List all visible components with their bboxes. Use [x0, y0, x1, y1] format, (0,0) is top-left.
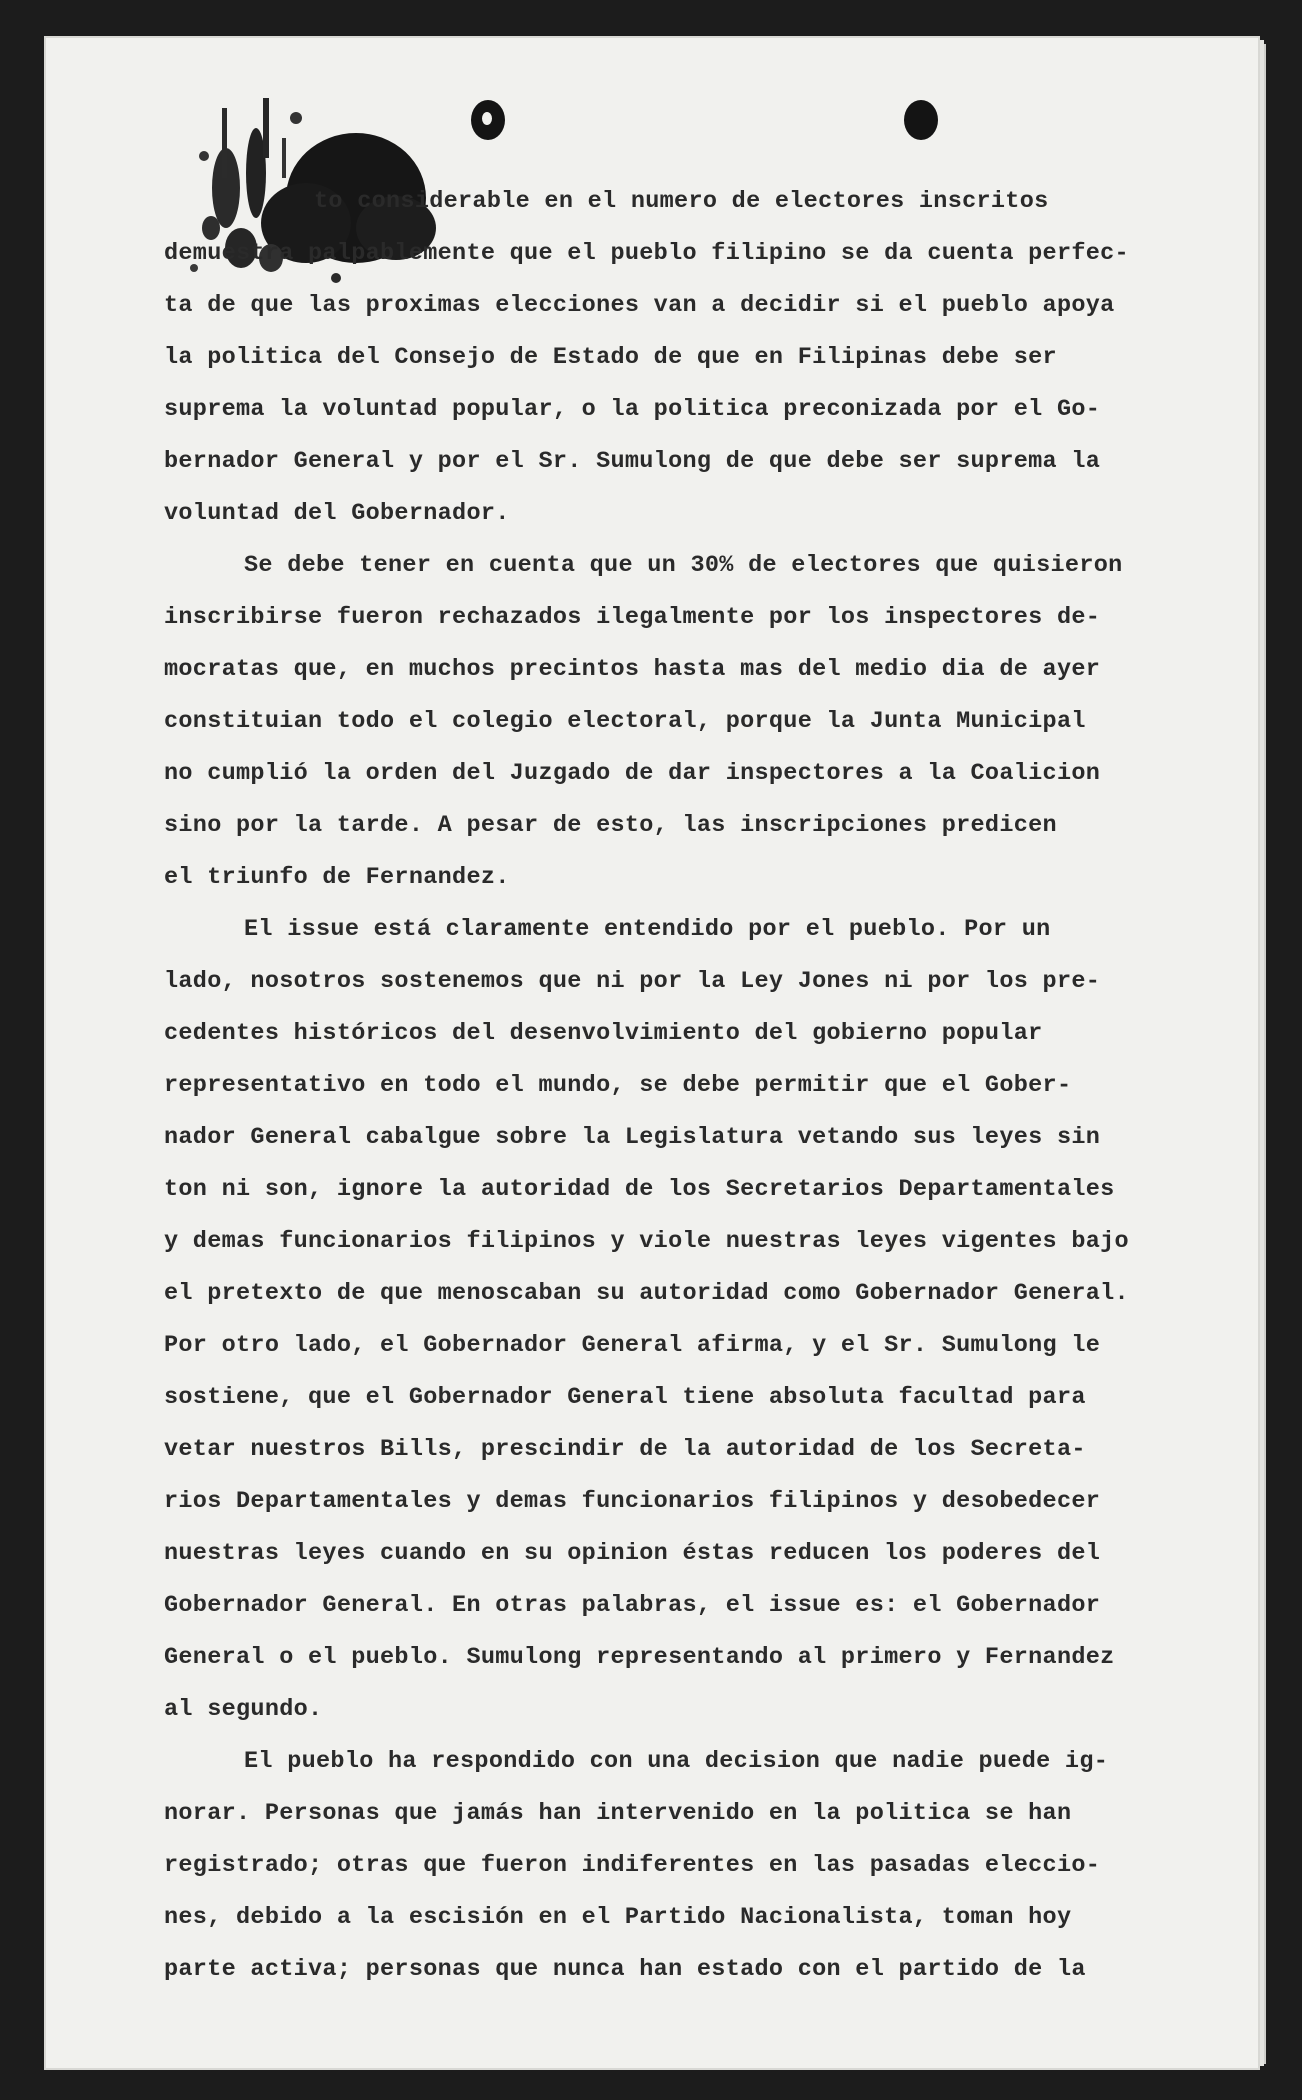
text-line: el triunfo de Fernandez.: [164, 864, 510, 891]
text-line: la politica del Consejo de Estado de que en Filipinas debe ser: [164, 344, 1057, 371]
text-line: registrado; otras que fueron indiferentes en las pasadas eleccio-: [164, 1852, 1101, 1879]
text-line: nador General cabalgue sobre la Legislatura vetando sus leyes sin: [164, 1124, 1101, 1151]
text-line: El issue está claramente entendido por el pueblo. Por un: [244, 916, 1051, 943]
text-line: demuestra palpablemente que el pueblo filipino se da cuenta perfec-: [164, 240, 1129, 267]
text-line: parte activa; personas que nunca han estado con el partido de la: [164, 1956, 1086, 1983]
page-edge: [1258, 44, 1266, 2064]
text-line: suprema la voluntad popular, o la politica preconizada por el Go-: [164, 396, 1101, 423]
text-line: Se debe tener en cuenta que un 30% de electores que quisieron: [244, 552, 1123, 579]
text-line: al segundo.: [164, 1696, 323, 1723]
text-line: bernador General y por el Sr. Sumulong de que debe ser suprema la: [164, 448, 1101, 475]
text-line: Por otro lado, el Gobernador General afirma, y el Sr. Sumulong le: [164, 1332, 1101, 1359]
text-line: voluntad del Gobernador.: [164, 500, 510, 527]
text-line: sino por la tarde. A pesar de esto, las inscripciones predicen: [164, 812, 1057, 839]
text-line: to considerable en el numero de electores inscritos: [314, 188, 1049, 215]
punch-hole-right: [904, 100, 938, 140]
text-line: Gobernador General. En otras palabras, el issue es: el Gobernador: [164, 1592, 1101, 1619]
text-line: ton ni son, ignore la autoridad de los Secretarios Departamentales: [164, 1176, 1115, 1203]
text-line: norar. Personas que jamás han intervenido en la politica se han: [164, 1800, 1072, 1827]
text-line: vetar nuestros Bills, prescindir de la autoridad de los Secreta-: [164, 1436, 1086, 1463]
document-body: [164, 176, 1244, 1996]
text-line: constituian todo el colegio electoral, porque la Junta Municipal: [164, 708, 1086, 735]
text-line: el pretexto de que menoscaban su autoridad como Gobernador General.: [164, 1280, 1129, 1307]
text-line: rios Departamentales y demas funcionarios filipinos y desobedecer: [164, 1488, 1101, 1515]
text-line: ta de que las proximas elecciones van a decidir si el pueblo apoya: [164, 292, 1115, 319]
typewritten-page: [46, 38, 1258, 2068]
text-line: cedentes históricos del desenvolvimiento del gobierno popular: [164, 1020, 1043, 1047]
text-line: General o el pueblo. Sumulong representando al primero y Fernandez: [164, 1644, 1115, 1671]
text-line: mocratas que, en muchos precintos hasta mas del medio dia de ayer: [164, 656, 1101, 683]
text-line: no cumplió la orden del Juzgado de dar inspectores a la Coalicion: [164, 760, 1101, 787]
text-line: inscribirse fueron rechazados ilegalmente por los inspectores de-: [164, 604, 1101, 631]
text-line: nuestras leyes cuando en su opinion éstas reducen los poderes del: [164, 1540, 1101, 1567]
text-line: nes, debido a la escisión en el Partido Nacionalista, toman hoy: [164, 1904, 1072, 1931]
text-line: y demas funcionarios filipinos y viole nuestras leyes vigentes bajo: [164, 1228, 1129, 1255]
text-line: El pueblo ha respondido con una decision que nadie puede ig-: [244, 1748, 1109, 1775]
punch-hole-left: [471, 100, 505, 140]
text-line: lado, nosotros sostenemos que ni por la Ley Jones ni por los pre-: [164, 968, 1101, 995]
text-line: sostiene, que el Gobernador General tiene absoluta facultad para: [164, 1384, 1086, 1411]
text-line: representativo en todo el mundo, se debe permitir que el Gober-: [164, 1072, 1072, 1099]
